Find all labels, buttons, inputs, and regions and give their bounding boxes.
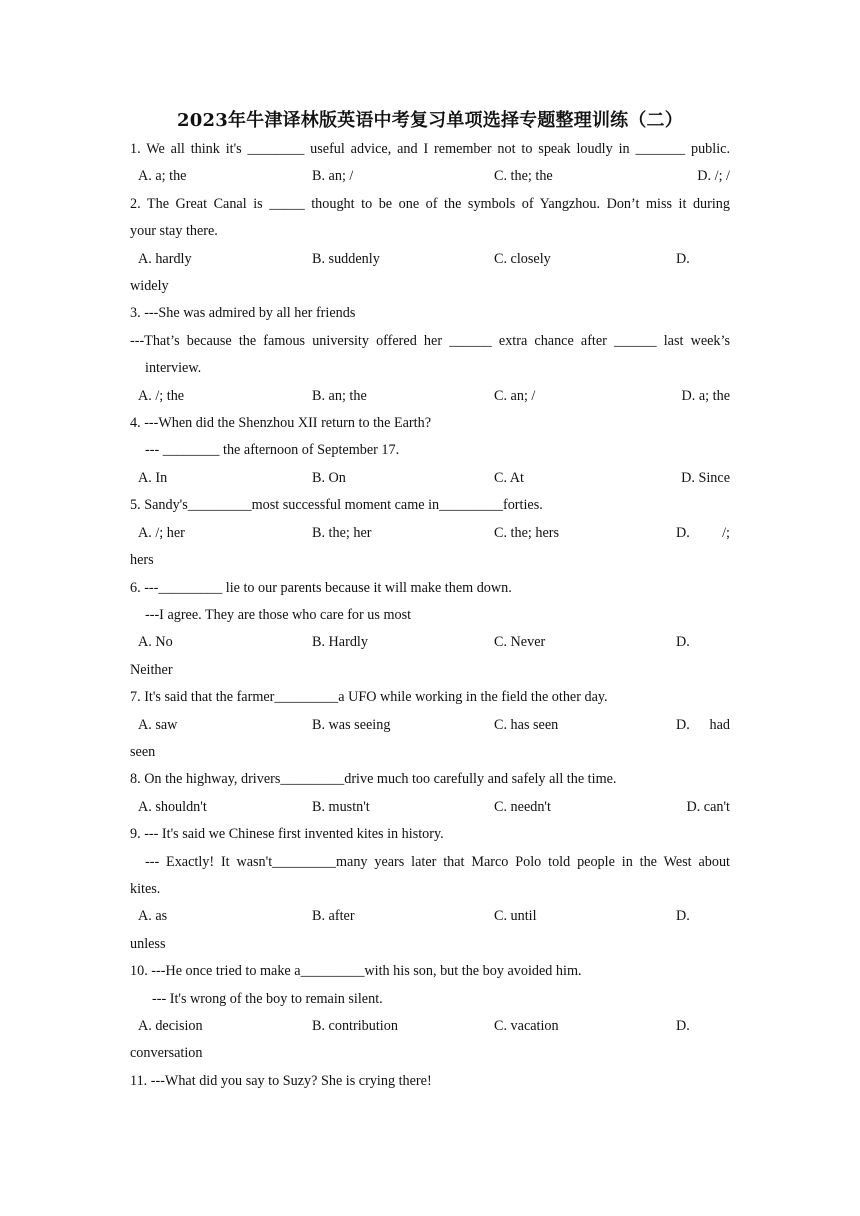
question-stem: 7. It's said that the farmer_________a UFO while working in the field the other day. — [130, 689, 608, 706]
option-a: A. No — [138, 634, 173, 651]
question-10 — [130, 958, 730, 1068]
question-stem-continued: ---I agree. They are those who care for us most — [145, 606, 412, 623]
question-options — [130, 712, 730, 739]
question-stem: 10. ---He once tried to make a_________with his son, but the boy avoided him. — [130, 963, 582, 980]
option-a: A. saw — [138, 716, 178, 733]
option-d-wrap: hers — [130, 552, 154, 569]
question-7 — [130, 684, 730, 766]
question-1 — [130, 136, 730, 191]
option-b: B. the; her — [312, 524, 372, 541]
question-options — [130, 246, 730, 273]
option-a: A. /; the — [138, 387, 185, 404]
option-d: D. — [676, 250, 690, 267]
question-stem: 11. ---What did you say to Suzy? She is crying there! — [130, 1072, 432, 1089]
option-c: C. vacation — [494, 1018, 559, 1034]
option-d-answer: /; — [722, 524, 730, 541]
option-d: D. — [676, 634, 690, 651]
question-options — [130, 629, 730, 656]
option-d-text — [676, 712, 730, 739]
page-title: 2023年牛津译林版英语中考复习单项选择专题整理训练（二） — [177, 110, 683, 131]
question-8 — [130, 766, 730, 821]
question-4 — [130, 410, 730, 492]
option-b: B. mustn't — [312, 798, 370, 815]
option-c: C. closely — [494, 250, 551, 267]
option-d-wrap: unless — [130, 935, 166, 952]
option-d: D. Since — [681, 469, 730, 486]
question-options — [130, 903, 730, 930]
option-d: D. can't — [686, 798, 730, 815]
option-d-wrap: widely — [130, 278, 169, 295]
option-b: B. On — [312, 469, 346, 486]
question-stem: 2. The Great Canal is _____ thought to be one of the symbols of Yangzhou. Don’t miss it during — [130, 195, 730, 212]
question-options — [130, 163, 730, 190]
option-a: A. a; the — [138, 168, 187, 185]
option-b: B. after — [312, 908, 355, 925]
option-a: A. In — [138, 469, 168, 486]
question-stem: 9. --- It's said we Chinese first invented kites in history. — [130, 826, 444, 843]
option-c: C. the; hers — [494, 524, 560, 541]
question-stem-continued: your stay there. — [130, 223, 218, 240]
option-a: A. shouldn't — [138, 798, 207, 815]
option-d-text — [676, 520, 730, 547]
question-2 — [130, 191, 730, 301]
option-d-answer: had — [709, 716, 730, 733]
option-c: C. until — [494, 908, 537, 925]
option-b: B. was seeing — [312, 716, 391, 733]
option-d-letter: D. — [676, 716, 690, 733]
question-options — [130, 1013, 730, 1040]
option-c: C. the; the — [494, 168, 553, 185]
option-d-letter: D. — [676, 524, 690, 541]
question-stem: 8. On the highway, drivers_________drive much too carefully and safely all the time. — [130, 771, 617, 788]
option-d: D. a; the — [681, 387, 730, 404]
option-c: C. an; / — [494, 387, 536, 404]
option-d — [676, 712, 730, 739]
question-stem: 3. ---She was admired by all her friends — [130, 305, 356, 322]
option-b: B. an; the — [312, 387, 367, 404]
question-options — [130, 383, 730, 410]
option-a: A. decision — [138, 1018, 203, 1034]
option-a: A. hardly — [138, 250, 192, 267]
question-5 — [130, 492, 730, 574]
option-b: B. contribution — [312, 1018, 398, 1034]
question-options — [130, 794, 730, 821]
question-6 — [130, 575, 730, 685]
option-d-wrap: seen — [130, 743, 156, 760]
option-c: C. At — [494, 469, 524, 486]
question-9 — [130, 821, 730, 958]
question-stem: 4. ---When did the Shenzhou XII return to the Earth? — [130, 415, 431, 432]
question-stem-continued: --- ________ the afternoon of September 17. — [145, 442, 400, 459]
option-d: D. — [676, 908, 690, 925]
option-a: A. as — [138, 908, 168, 925]
question-stem: 6. ---_________ lie to our parents because it will make them down. — [130, 579, 512, 596]
option-b: B. an; / — [312, 168, 354, 185]
question-stem: 1. We all think it's ________ useful advice, and I remember not to speak loudly in _______ public. — [130, 141, 730, 157]
question-3 — [130, 300, 730, 410]
question-stem: 5. Sandy's_________most successful moment came in_________forties. — [130, 497, 543, 514]
question-list — [130, 136, 730, 1095]
question-stem-continued: --- It's wrong of the boy to remain silent. — [152, 990, 383, 1007]
question-options — [130, 520, 730, 547]
question-options — [130, 465, 730, 492]
question-11 — [130, 1068, 730, 1095]
option-d-wrap: Neither — [130, 661, 173, 678]
option-d — [676, 520, 730, 547]
question-stem-continued: interview. — [145, 360, 202, 377]
option-d: D. /; / — [697, 168, 730, 185]
option-d-wrap: conversation — [130, 1045, 203, 1062]
option-d: D. — [676, 1018, 690, 1034]
option-b: B. suddenly — [312, 250, 380, 267]
question-stem-continued: kites. — [130, 880, 161, 897]
question-stem-continued: --- Exactly! It wasn't_________many years later that Marco Polo told people in the West about — [145, 853, 730, 870]
question-stem-continued: ---That’s because the famous university offered her ______ extra chance after ______ last week’s — [130, 332, 730, 349]
option-c: C. Never — [494, 634, 546, 651]
option-c: C. needn't — [494, 798, 551, 815]
option-a: A. /; her — [138, 524, 185, 541]
option-c: C. has seen — [494, 716, 559, 733]
option-b: B. Hardly — [312, 634, 368, 651]
